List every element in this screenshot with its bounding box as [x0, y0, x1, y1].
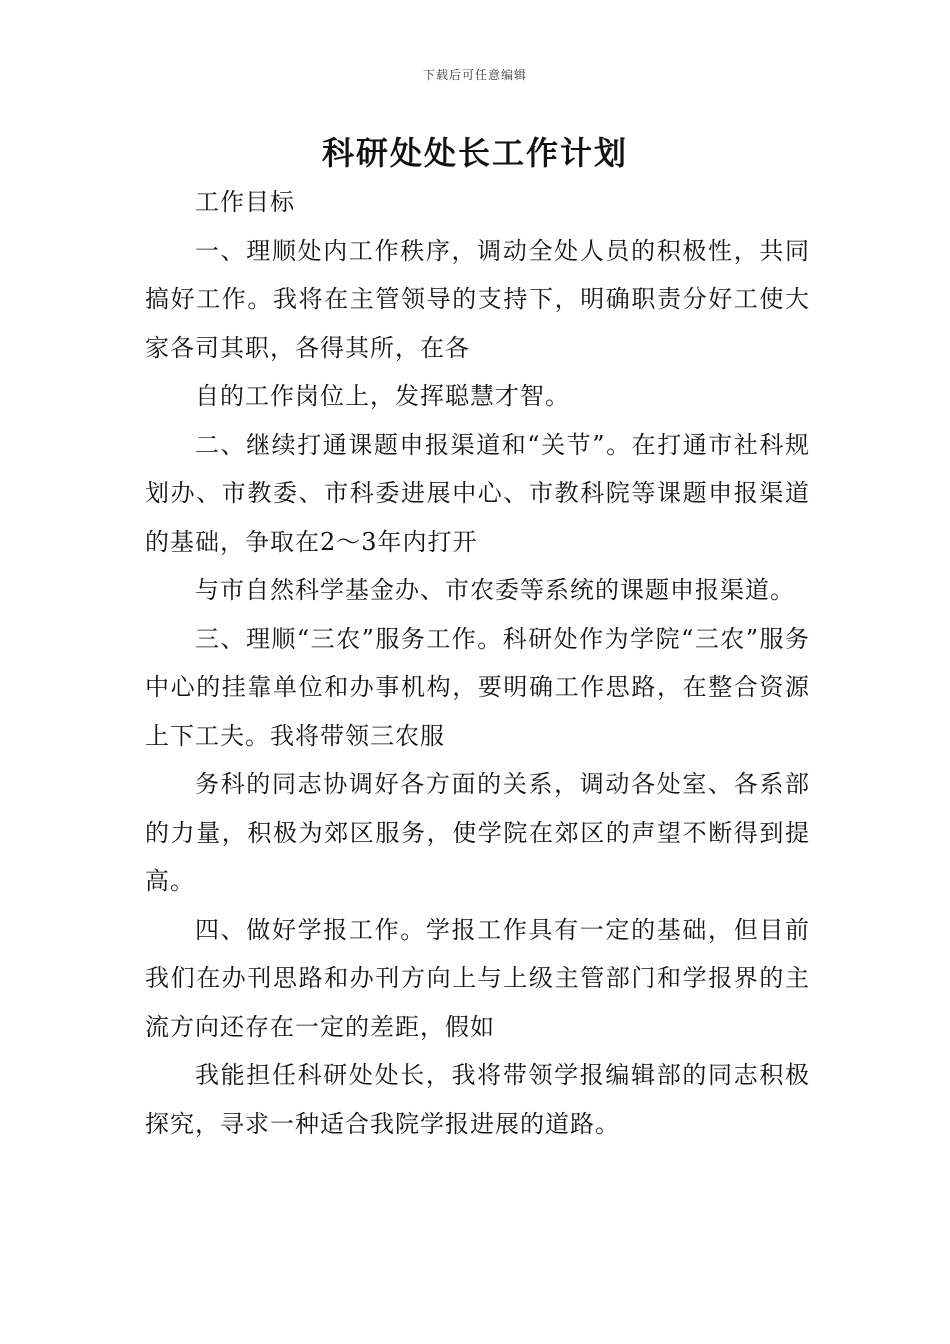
paragraph: 四、做好学报工作。学报工作具有一定的基础，但目前我们在办刊思路和办刊方向上与上级主管部门和学报界的主流方向还存在一定的差距，假如 — [145, 915, 810, 1041]
paragraph-heading: 工作目标 — [195, 188, 295, 216]
document-body — [145, 178, 810, 1148]
paragraph: 我能担任科研处处长，我将带领学报编辑部的同志积极探究，寻求一种适合我院学报进展的道路。 — [145, 1061, 810, 1138]
paragraph: 二、继续打通课题申报渠道和“关节”。在打通市社科规划办、市教委、市科委进展中心、市教科院等课题申报渠道的基础，争取在2～3年内打开 — [145, 430, 810, 556]
paragraph: 一、理顺处内工作秩序，调动全处人员的积极性，共同搞好工作。我将在主管领导的支持下，明确职责分好工使大家各司其职，各得其所，在各 — [145, 236, 810, 362]
paragraph: 与市自然科学基金办、市农委等系统的课题申报渠道。 — [195, 576, 795, 604]
paragraph: 三、理顺“三农”服务工作。科研处作为学院“三农”服务中心的挂靠单位和办事机构，要明确工作思路，在整合资源上下工夫。我将带领三农服 — [145, 624, 810, 750]
paragraph: 务科的同志协调好各方面的关系，调动各处室、各系部的力量，积极为郊区服务，使学院在郊区的声望不断得到提高。 — [145, 770, 810, 895]
paragraph: 自的工作岗位上，发挥聪慧才智。 — [195, 382, 570, 410]
document-title: 科研处处长工作计划 — [321, 134, 628, 172]
header-note: 下载后可任意编辑 — [422, 68, 527, 82]
